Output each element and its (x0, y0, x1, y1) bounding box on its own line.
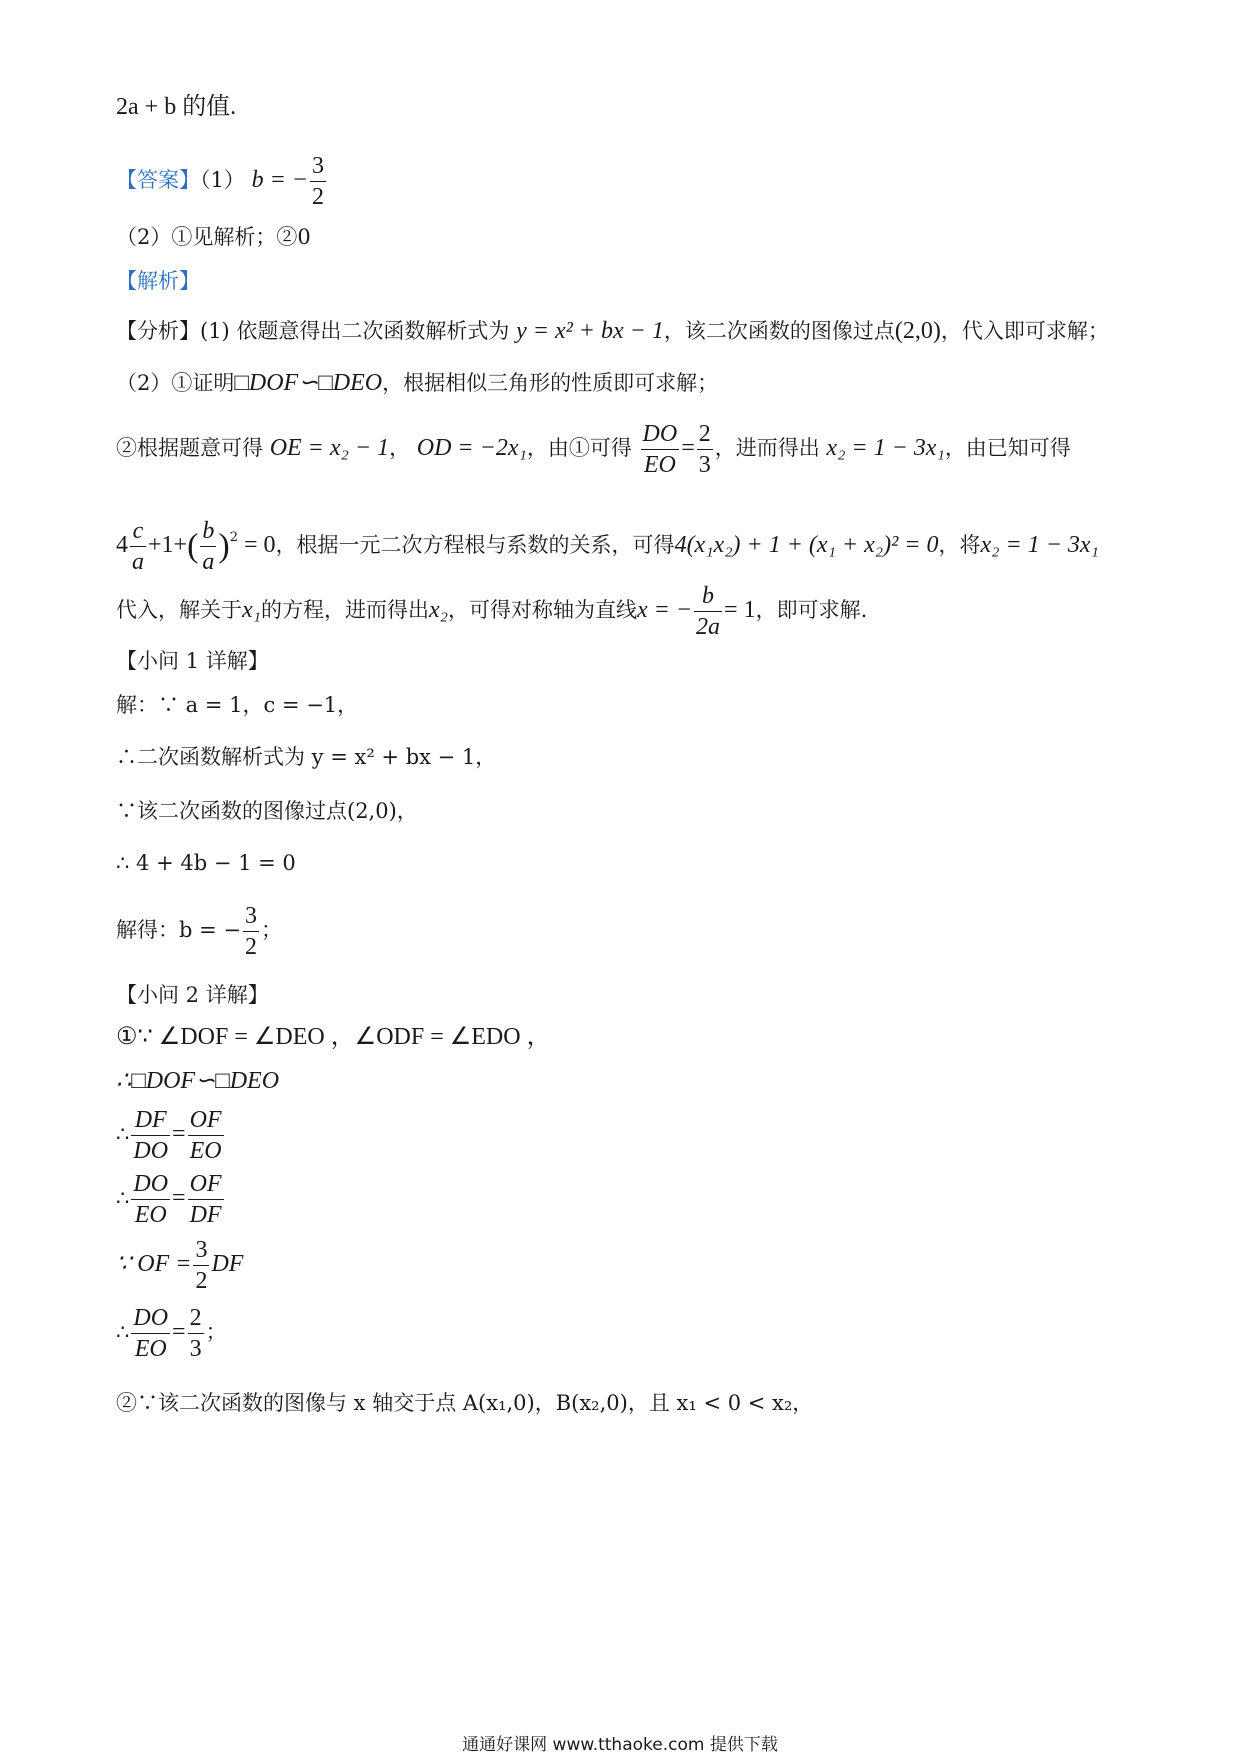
q1-line-5: 解得：b = − $\frac{3}{2}$ ； (116, 903, 282, 960)
analysis-label: 【解析】 (116, 269, 200, 293)
q2-line-1: ①∵ ∠DOF = ∠DEO ，∠ODF = ∠EDO ， (116, 1024, 551, 1050)
fraction: $\frac{2}{3}$ (698, 421, 711, 478)
fraction: $\frac{DO}{EO}$ (133, 1171, 169, 1228)
q2-line-2: ∴□DOF∽□DEO (116, 1068, 280, 1094)
q1-line-1: 解：∵ a = 1，c = −1， (116, 693, 359, 717)
fraction: $\frac{3}{2}$ (311, 153, 324, 210)
fraction: $\frac{b}{2a}$ (696, 583, 721, 640)
fraction: $\frac{3}{2}$ (195, 1237, 208, 1294)
text-line: 2a + b 的值. (116, 94, 237, 120)
q2-line-3: ∴ $\frac{DF}{DO}$ = $\frac{OF}{EO}$ (116, 1107, 222, 1164)
footer: 通通好课网 www.tthaoke.com 提供下载 (462, 1735, 778, 1755)
q2-line-4: ∴ $\frac{DO}{EO}$ = $\frac{OF}{DF}$ (116, 1171, 222, 1228)
answer-label: 【答案】 (116, 168, 200, 192)
answer-line-1: 【答案】（1） b = − $\frac{3}{2}$ (116, 153, 324, 210)
q1-line-2: ∴二次函数解析式为 y = x² + bx − 1， (116, 745, 497, 769)
fraction: $\frac{c}{a}$ (132, 518, 144, 575)
q2-label: 【小问 2 详解】 (116, 983, 269, 1007)
fraction: $\frac{DO}{EO}$ (133, 1305, 169, 1362)
analysis-part2-1: （2）①证明□DOF∽□DEO，根据相似三角形的性质即可求解； (116, 370, 719, 396)
q1-label: 【小问 1 详解】 (116, 649, 269, 673)
fraction: $\frac{b}{a}$ (202, 518, 215, 575)
analysis-part2-3: 4 $\frac{c}{a}$ +1+( $\frac{b}{a}$ )$^2$ = 0，根据一元二次方程根与系数的关系，可得4(x₁x₂) + 1 + (x₁ + x₂)² = 0，将x₂ = 1 − 3x₁ (116, 518, 1099, 575)
analysis-intro: 【分析】(1) 依题意得出二次函数解析式为 y = x² + bx − 1，该二次函数的图像过点(2,0)，代入即可求解； (116, 318, 1109, 344)
analysis-part2-4: 代入，解关于x₁的方程，进而得出x₂，可得对称轴为直线x = − $\frac{b}{2a}$ = 1，即可求解. (116, 583, 868, 640)
fraction: $\frac{OF}{DF}$ (189, 1171, 222, 1228)
fraction: $\frac{OF}{EO}$ (189, 1107, 222, 1164)
q1-line-3: ∵该二次函数的图像过点(2,0)， (116, 799, 418, 823)
answer-line-2: （2）①见解析；②0 (116, 225, 311, 249)
q2-line-5: ∵ OF = $\frac{3}{2}$ DF (116, 1237, 244, 1294)
fraction: $\frac{DF}{DO}$ (133, 1107, 169, 1164)
q2-line-6: ∴ $\frac{DO}{EO}$ = $\frac{2}{3}$ ； (116, 1305, 227, 1362)
fraction: $\frac{DO}{EO}$ (642, 421, 678, 478)
q1-line-4: ∴ 4 + 4b − 1 = 0 (116, 851, 296, 875)
fraction: $\frac{3}{2}$ (245, 903, 257, 960)
fraction: $\frac{2}{3}$ (189, 1305, 202, 1362)
q2-line-7: ②∵该二次函数的图像与 x 轴交于点 A(x₁,0)，B(x₂,0)，且 x₁ < 0 < x₂， (116, 1391, 814, 1415)
analysis-part2-2: ②根据题意可得 OE = x₂ − 1， OD = −2x₁，由①可得 $\frac{DO}{EO}$ = $\frac{2}{3}$ ，进而得出 x₂ = 1 − 3x₁，由已知可得 (116, 421, 1071, 478)
